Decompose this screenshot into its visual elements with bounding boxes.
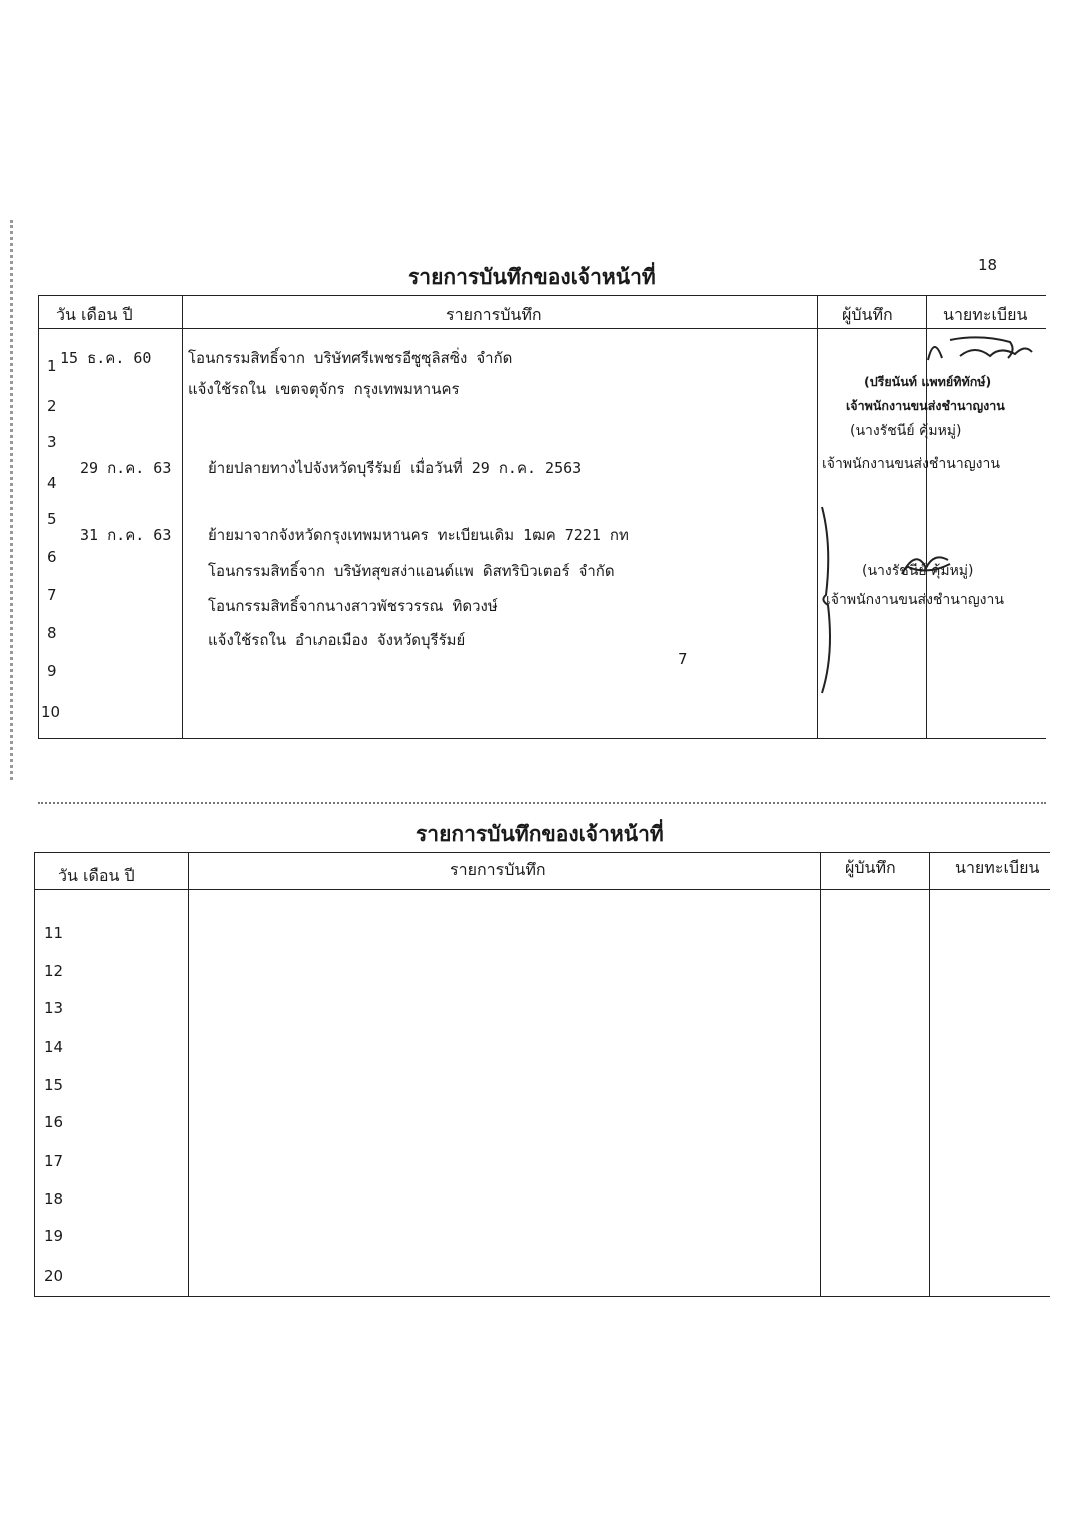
section2-left-border — [34, 852, 35, 1296]
signature-title: เจ้าพนักงานขนส่งชำนาญงาน — [822, 456, 1000, 472]
row-number: 18 — [44, 1190, 64, 1208]
section1-title: รายการบันทึกของเจ้าหน้าที่ — [408, 265, 656, 289]
row-number: 7 — [47, 586, 57, 604]
signature-name: (นางรัชนีย์ คุ้มหมู่) — [850, 423, 962, 439]
signature-title: เจ้าพนักงานขนส่งชำนาญงาน — [826, 592, 1004, 608]
entry-date: 15 ธ.ค. 60 — [60, 349, 152, 367]
signature-name: (นางรัชนีย์ คุ้มหมู่) — [862, 563, 974, 579]
row-number: 2 — [47, 397, 57, 415]
row-number: 3 — [47, 433, 57, 451]
section1-bottom-line — [38, 738, 1046, 739]
entry-date: 31 ก.ค. 63 — [80, 526, 172, 544]
entry-line: แจ้งใช้รถใน เขตจตุจักร กรุงเทพมหานคร — [188, 380, 460, 398]
entry-line: ย้ายมาจากจังหวัดกรุงเทพมหานคร ทะเบียนเดิม 1ฒค 7221 กท — [208, 526, 629, 544]
row-number: 10 — [41, 703, 61, 721]
section2-header-line — [34, 889, 1050, 890]
section1-header-line — [38, 328, 1046, 329]
signature-scribble-icon — [920, 330, 1040, 375]
row-number: 16 — [44, 1113, 64, 1131]
signature-title: เจ้าพนักงานขนส่งชำนาญงาน — [846, 398, 1005, 413]
section1-col-divider-date — [182, 295, 183, 738]
section1-header-date: วัน เดือน ปี — [56, 305, 133, 324]
entry-line: แจ้งใช้รถใน อำเภอเมือง จังหวัดบุรีรัมย์ — [208, 631, 466, 649]
row-number: 12 — [44, 962, 64, 980]
row-number: 20 — [44, 1267, 64, 1285]
section2-title: รายการบันทึกของเจ้าหน้าที่ — [416, 822, 664, 846]
section2-bottom-line — [34, 1296, 1050, 1297]
row-number: 15 — [44, 1076, 64, 1094]
row-number: 11 — [44, 924, 64, 942]
row-number: 8 — [47, 624, 57, 642]
section1-left-border — [38, 295, 39, 738]
section2-header-recorder: ผู้บันทึก — [845, 858, 896, 877]
row-number: 9 — [47, 662, 57, 680]
section2-col-divider-entry — [820, 852, 821, 1296]
entry-line: โอนกรรมสิทธิ์จาก บริษัทสุขสง่าแอนด์แพ ดิสทริบิวเตอร์ จำกัด — [208, 562, 615, 580]
section2-header-registrar: นายทะเบียน — [955, 858, 1040, 877]
entry-line: ย้ายปลายทางไปจังหวัดบุรีรัมย์ เมื่อวันที่ 29 ก.ค. 2563 — [208, 459, 582, 477]
row-number: 17 — [44, 1152, 64, 1170]
entry-line: โอนกรรมสิทธิ์จาก บริษัทศรีเพชรอีซูซุลิสซิ่ง จำกัด — [188, 349, 513, 367]
section2-col-divider-date — [188, 852, 189, 1296]
row-number: 13 — [44, 999, 64, 1017]
section1-header-entry: รายการบันทึก — [446, 305, 542, 324]
brace-mark-icon — [816, 505, 840, 695]
section1-header-registrar: นายทะเบียน — [943, 305, 1028, 324]
scan-edge-artifact — [10, 220, 13, 780]
section2-top-line — [34, 852, 1050, 853]
page-number: 18 — [978, 256, 998, 274]
scan-fold-line — [38, 802, 1046, 804]
section2-col-divider-recorder — [929, 852, 930, 1296]
row-number: 4 — [47, 474, 57, 492]
section2-header-entry: รายการบันทึก — [450, 860, 546, 879]
row-number: 6 — [47, 548, 57, 566]
section1-header-recorder: ผู้บันทึก — [842, 305, 893, 324]
row-number: 1 — [47, 357, 57, 375]
signature-name: (ปรียนันท์ แพทย์ทิทักษ์) — [864, 374, 992, 389]
row-number: 19 — [44, 1227, 64, 1245]
section1-top-line — [38, 295, 1046, 296]
entry-line: โอนกรรมสิทธิ์จากนางสาวพัชรวรรณ ทิดวงษ์ — [208, 597, 498, 615]
row-number: 14 — [44, 1038, 64, 1056]
entry-date: 29 ก.ค. 63 — [80, 459, 172, 477]
handwritten-mark: 7 — [678, 650, 688, 668]
row-number: 5 — [47, 510, 57, 528]
section2-header-date: วัน เดือน ปี — [58, 866, 135, 885]
